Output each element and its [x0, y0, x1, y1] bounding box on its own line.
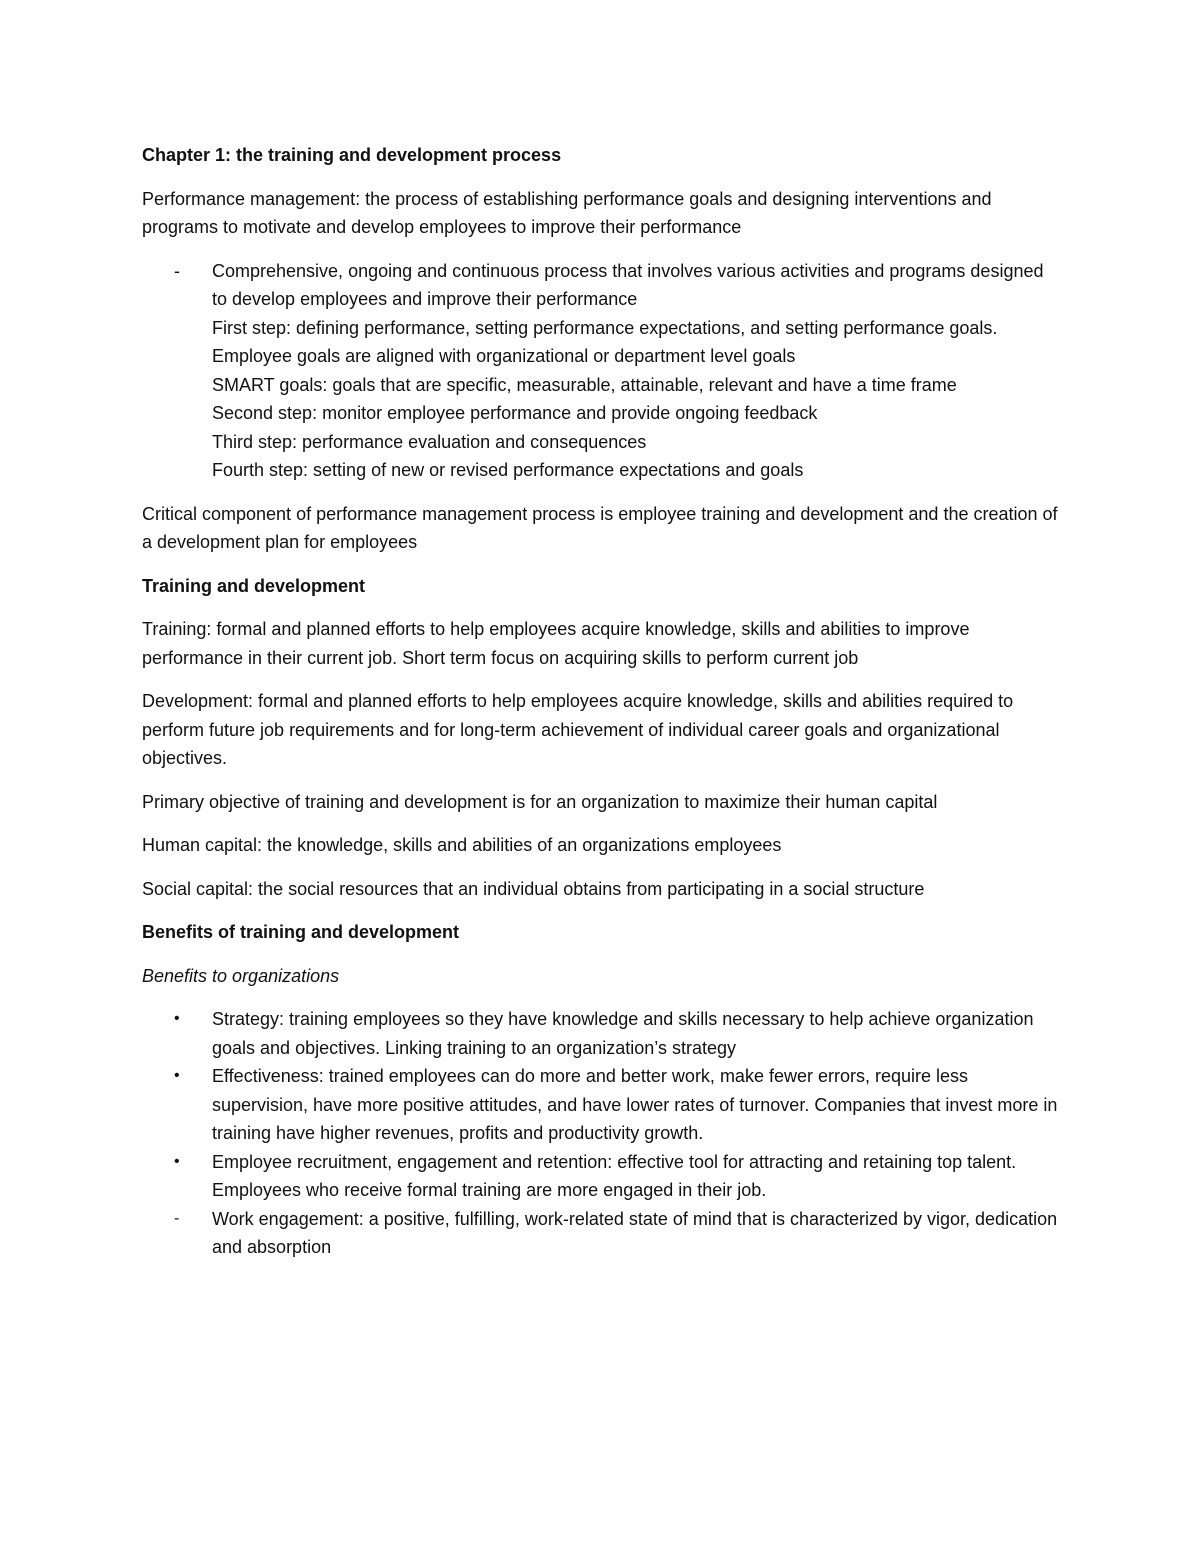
benefits-list [142, 1005, 1062, 1262]
bullet-marker: • [174, 1067, 180, 1084]
list-item [142, 1062, 1062, 1148]
list-item-text: Work engagement: a positive, fulfilling, work-related state of mind that is characterized by vigor, dedication and absorption [212, 1208, 1058, 1257]
list-item-text: Second step: monitor employee performance and provide ongoing feedback [212, 403, 818, 423]
performance-management-list [142, 257, 1062, 485]
list-item-text: Fourth step: setting of new or revised performance expectations and goals [212, 460, 804, 480]
list-item [142, 1148, 1062, 1205]
list-item-text: Third step: performance evaluation and consequences [212, 431, 647, 452]
list-item [142, 1205, 1062, 1262]
list-item-text: Effectiveness: trained employees can do more and better work, make fewer errors, require less supervision, have more positive attitudes, and have lower rates of turnover. Companies that invest more in training have higher revenues, profits and productivity growth. [212, 1066, 1058, 1143]
benefits-heading: Benefits of training and development [142, 922, 460, 942]
bullet-marker: • [174, 1010, 180, 1027]
dash-marker: - [174, 1209, 180, 1227]
critical-component-paragraph: Critical component of performance management process is employee training and development and the creation of a development plan for employees [142, 503, 1058, 552]
primary-objective-paragraph: Primary objective of training and development is for an organization to maximize their human capital [142, 791, 938, 812]
training-development-heading: Training and development [142, 575, 366, 596]
benefits-organizations-subheading: Benefits to organizations [142, 965, 340, 986]
list-item-text: SMART goals: goals that are specific, measurable, attainable, relevant and have a time frame [212, 374, 957, 395]
training-definition: Training: formal and planned efforts to help employees acquire knowledge, skills and abilities to improve performance in their current job. Short term focus on acquiring skills to perform current job [142, 619, 970, 668]
document-page [142, 141, 1062, 1277]
chapter-title: Chapter 1: the training and development process [142, 145, 562, 165]
list-item-text: Comprehensive, ongoing and continuous process that involves various activities and programs designed to develop employees and improve their performance [212, 260, 1044, 309]
list-item-text: Employee recruitment, engagement and retention: effective tool for attracting and retaining top talent. Employees who receive formal training are more engaged in their job. [212, 1151, 1017, 1200]
social-capital-definition: Social capital: the social resources that an individual obtains from participating in a social structure [142, 878, 925, 899]
performance-management-definition: Performance management: the process of establishing performance goals and designing interventions and programs to motivate and develop employees to improve their performance [142, 188, 992, 237]
development-definition: Development: formal and planned efforts to help employees acquire knowledge, skills and abilities required to perform future job requirements and for long-term achievement of individual career goals and organizational objectives. [142, 691, 1014, 768]
dash-marker: - [174, 260, 180, 281]
list-item-text: First step: defining performance, setting performance expectations, and setting performance goals. Employee goals are aligned with organizational or department level goals [212, 317, 998, 366]
list-item [142, 1005, 1062, 1062]
list-item [142, 257, 1062, 485]
human-capital-definition: Human capital: the knowledge, skills and abilities of an organizations employees [142, 835, 782, 855]
list-item-text: Strategy: training employees so they have knowledge and skills necessary to help achieve organization goals and objectives. Linking training to an organization’s strategy [212, 1009, 1034, 1058]
bullet-marker: • [174, 1152, 180, 1170]
